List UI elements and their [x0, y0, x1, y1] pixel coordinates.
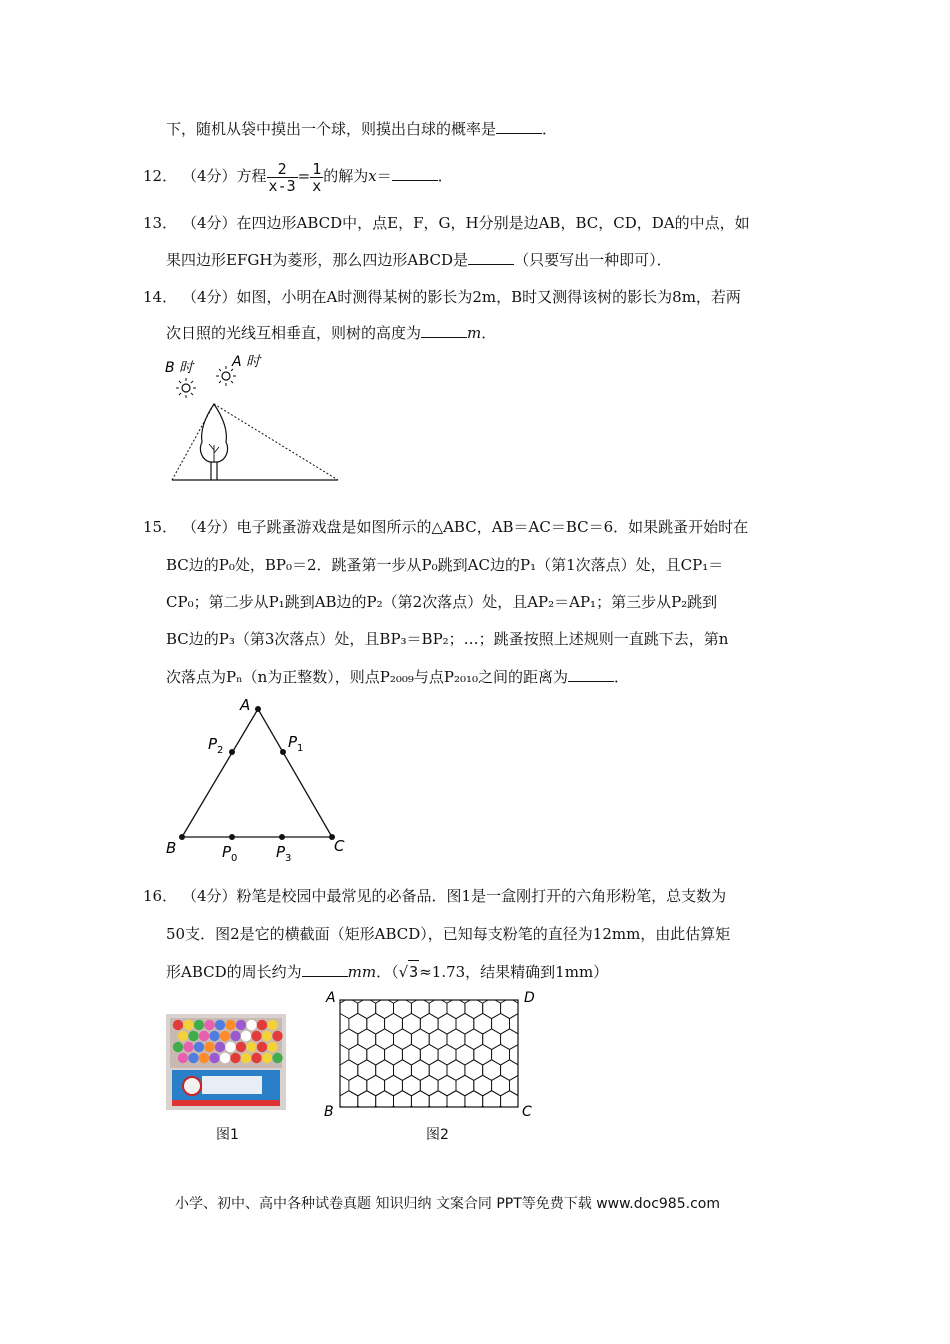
q15-line4: BC边的P₃（第3次落点）处，且BP₃＝BP₂；…；跳蚤按照上述规则一直跳下去，第n	[166, 630, 729, 648]
point-b	[179, 834, 185, 840]
chalk-stick	[241, 1053, 251, 1063]
point-p1	[280, 749, 286, 755]
chalk-stick	[173, 1042, 183, 1052]
q12-answer-blank[interactable]	[392, 166, 438, 181]
hexagon-cell	[429, 1091, 447, 1112]
hexagon-cross-section	[320, 990, 540, 1120]
q12-fraction-1: $\frac{2}{x-3}$	[268, 159, 296, 195]
hexagon-cell	[411, 998, 429, 1019]
q15-triangle-figure	[160, 695, 360, 865]
label-c: C	[522, 1104, 532, 1120]
chalk-stick	[262, 1053, 272, 1063]
point-p3	[279, 834, 285, 840]
hexagon-cell	[349, 1044, 367, 1065]
hexagon-cell	[385, 1106, 403, 1127]
chalk-stick	[267, 1042, 277, 1052]
hexagon-cell	[429, 998, 447, 1019]
chalk-stick	[194, 1020, 204, 1030]
label-a: A	[326, 990, 336, 1006]
chalk-stick	[215, 1020, 225, 1030]
hexagon-cell	[340, 998, 358, 1019]
chalk-stick	[173, 1020, 183, 1030]
chalk-stick	[257, 1020, 267, 1030]
chalk-stick	[209, 1031, 219, 1041]
chalk-stick	[204, 1042, 214, 1052]
q11-end: ．	[542, 120, 558, 138]
q15-line5: 次落点为Pₙ（n为正整数），则点P₂₀₀₉与点P₂₀₁₀之间的距离为 ．	[166, 668, 630, 686]
q11-answer-blank[interactable]	[496, 119, 542, 134]
q14-line2: 次日照的光线互相垂直，则树的高度为 m．	[166, 324, 497, 342]
label-b: B	[324, 1104, 334, 1120]
q15-line1: （4分）电子跳蚤游戏盘是如图所示的△ABC，AB＝AC＝BC＝6．如果跳蚤开始时在	[182, 518, 749, 536]
hexagon-cell	[447, 998, 465, 1019]
hexagon-cell	[402, 1044, 420, 1065]
hexagon-cell	[340, 1091, 358, 1112]
chalk-stick	[183, 1042, 193, 1052]
hexagon-cell	[394, 998, 412, 1019]
q14-number: 14．	[143, 288, 178, 306]
chalk-stick	[178, 1053, 188, 1063]
point-a	[255, 706, 261, 712]
chalk-stick	[178, 1031, 188, 1041]
hexagon-cell	[367, 1106, 385, 1127]
hexagon-cell	[456, 1106, 474, 1127]
chalk-stick	[246, 1042, 256, 1052]
hexagon-cell	[465, 1091, 483, 1112]
chalk-stick	[204, 1020, 214, 1030]
hexagon-cell	[420, 1044, 438, 1065]
chalk-stick	[257, 1042, 267, 1052]
chalk-stick	[272, 1031, 282, 1041]
label-a: A	[240, 696, 251, 714]
figure1-caption: 图1	[216, 1127, 239, 1143]
hexagon-cell	[492, 1044, 510, 1065]
q11-continuation	[166, 118, 557, 140]
q13-number: 13．	[143, 214, 178, 232]
label-b: B	[166, 839, 177, 857]
label-p1: P	[288, 733, 298, 751]
q14-answer-blank[interactable]	[421, 323, 467, 338]
chalk-stick	[220, 1031, 230, 1041]
chalk-stick	[194, 1042, 204, 1052]
q15-line3: CP₀；第二步从P₁跳到AB边的P₂（第2次落点）处，且AP₂＝AP₁；第三步从P₂跳到	[166, 593, 718, 611]
label-c: C	[334, 837, 345, 855]
chalk-stick	[188, 1031, 198, 1041]
q15-answer-blank[interactable]	[568, 667, 614, 682]
svg-text:P0: $P_0$	[222, 843, 238, 864]
chalk-stick	[199, 1053, 209, 1063]
sun-icon-b	[176, 378, 196, 398]
label-d: D	[524, 990, 535, 1006]
chalk-stick	[251, 1053, 261, 1063]
svg-text:P1: $P_1$	[288, 733, 304, 754]
chalk-stick	[236, 1042, 246, 1052]
q13-answer-blank[interactable]	[468, 250, 514, 265]
chalk-stick	[246, 1020, 256, 1030]
label-b-time: B 时	[165, 360, 194, 376]
figure2-caption: 图2	[426, 1127, 449, 1143]
q14-line1: （4分）如图，小明在A时测得某树的影长为2m，B时又测得该树的影长为8m，若两	[182, 288, 741, 306]
q14-tree-figure	[160, 350, 350, 490]
chalk-stick	[230, 1053, 240, 1063]
q16-line1: （4分）粉笔是校园中最常见的必备品．图1是一盒刚打开的六角形粉笔，总支数为	[182, 887, 727, 905]
hexagon-cell	[501, 1091, 519, 1112]
q11-text: 下，随机从袋中摸出一个球，则摸出白球的概率是	[166, 120, 497, 138]
chalk-stick	[230, 1031, 240, 1041]
chalk-stick	[188, 1053, 198, 1063]
chalk-stick	[236, 1020, 246, 1030]
label-a-time: A 时	[232, 354, 261, 370]
hexagon-cell	[483, 998, 501, 1019]
chalk-stick	[225, 1020, 235, 1030]
hexagon-cell	[483, 1091, 501, 1112]
hexagon-cell	[349, 1106, 367, 1127]
q16-line3: 形ABCD的周长约为 mm．（√3≈1.73，结果精确到1mm）	[166, 960, 608, 983]
point-p2	[229, 749, 235, 755]
chalk-stick	[241, 1031, 251, 1041]
chalk-box-photo	[166, 1014, 286, 1110]
q16-answer-blank[interactable]	[302, 962, 348, 977]
label-p0: P	[222, 843, 232, 861]
hexagon-cell	[402, 1106, 420, 1127]
chalk-stick	[225, 1042, 235, 1052]
q12-fraction-2: $\frac{1}{x}$	[312, 159, 322, 195]
hexagon-cell	[447, 1091, 465, 1112]
sqrt-symbol: √	[398, 963, 409, 981]
chalk-stick	[220, 1053, 230, 1063]
hexagon-cell	[367, 1044, 385, 1065]
hexagon-cell	[394, 1091, 412, 1112]
chalk-stick	[272, 1053, 282, 1063]
hexagon-cell	[456, 1044, 474, 1065]
svg-text:P3: $P_3$	[276, 843, 292, 864]
svg-text:P2: $P_2$	[208, 735, 224, 756]
chalk-stick	[199, 1031, 209, 1041]
q16-line2: 50支．图2是它的横截面（矩形ABCD），已知每支粉笔的直径为12mm，由此估算矩	[166, 925, 731, 943]
ray-b	[214, 404, 338, 480]
q12-pre: （4分）方程	[182, 167, 267, 185]
q12-number: 12．	[143, 167, 178, 185]
q13-line1: （4分）在四边形ABCD中，点E，F，G，H分别是边AB，BC，CD，DA的中点，如	[182, 214, 750, 232]
hexagon-cell	[492, 1106, 510, 1127]
chalk-stick	[215, 1042, 225, 1052]
sun-icon-a	[216, 366, 236, 386]
q15-number: 15．	[143, 518, 178, 536]
triangle-abc	[182, 709, 332, 837]
hexagon-cell	[474, 1106, 492, 1127]
hexagon-cell	[358, 998, 376, 1019]
hexagon-cell	[411, 1091, 429, 1112]
hexagon-cell	[474, 1044, 492, 1065]
hexagon-cell	[358, 1091, 376, 1112]
chalk-stick	[209, 1053, 219, 1063]
tree-icon	[200, 404, 227, 480]
chalk-stick	[262, 1031, 272, 1041]
point-p0	[229, 834, 235, 840]
hexagon-cell	[385, 1044, 403, 1065]
label-p2: P	[208, 735, 218, 753]
q13-line2: 果四边形EFGH为菱形，那么四边形ABCD是 （只要写出一种即可）．	[166, 251, 672, 269]
q16-number: 16．	[143, 887, 178, 905]
hexagon-cell	[376, 998, 394, 1019]
hexagon-cell	[501, 998, 519, 1019]
page-footer: 小学、初中、高中各种试卷真题 知识归纳 文案合同 PPT等免费下载 www.doc985.com	[175, 1196, 720, 1212]
hexagon-cell	[465, 998, 483, 1019]
hexagon-cell	[438, 1044, 456, 1065]
hexagon-cell	[376, 1091, 394, 1112]
chalk-stick	[267, 1020, 277, 1030]
label-p3: P	[276, 843, 286, 861]
chalk-stick	[183, 1020, 193, 1030]
chalk-stick	[251, 1031, 261, 1041]
q12-text: （4分）方程 $\frac{2}{x-3}$ = $\frac{1}{x}$ 的解为x＝ ．	[182, 159, 453, 195]
q15-line2: BC边的P₀处，BP₀＝2．跳蚤第一步从P₀跳到AC边的P₁（第1次落点）处，且CP₁＝	[166, 556, 724, 574]
